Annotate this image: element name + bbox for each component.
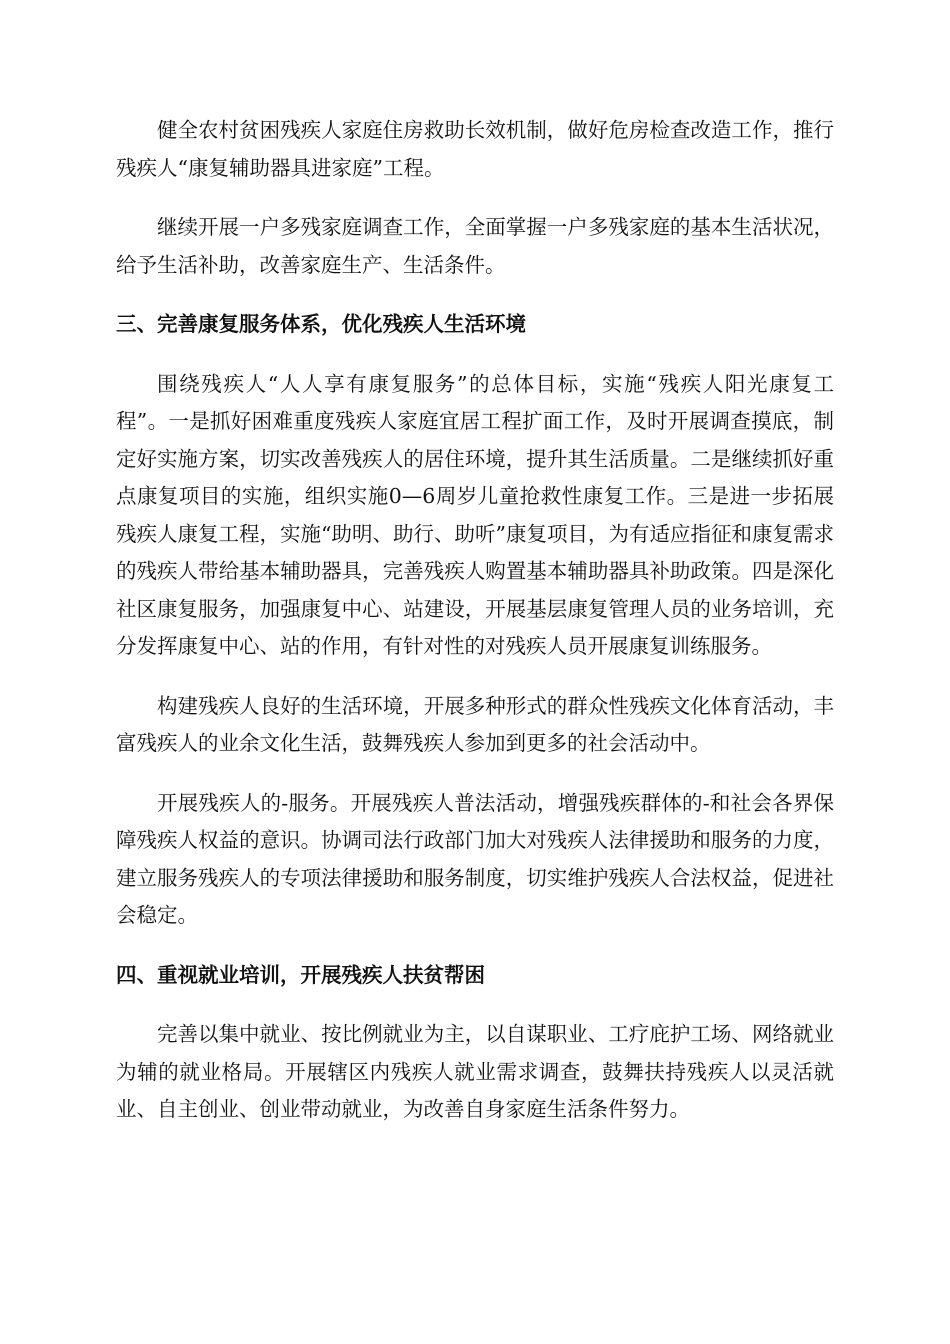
paragraph-legal-services: 开展残疾人的-服务。开展残疾人普法活动，增强残疾群体的-和社会各界保障残疾人权益的意识。协调司法行政部门加大对残疾人法律援助和服务的力度，建立服务残疾人的专项法律援助和服务制度，切实维护残疾人合法权益，促进社会稳定。 (116, 790, 834, 927)
paragraph-housing-assistance: 健全农村贫困残疾人家庭住房救助长效机制，做好危房检查改造工作，推行残疾人“康复辅助器具进家庭”工程。 (116, 118, 834, 180)
paragraph-employment-pattern: 完善以集中就业、按比例就业为主，以自谋职业、工疗庇护工场、网络就业为辅的就业格局。开展辖区内残疾人就业需求调查，鼓舞扶持残疾人以灵活就业、自主创业、创业带动就业，为改善自身家庭生活条件努力。 (116, 1022, 834, 1121)
section-heading-employment: 四、重视就业培训，开展残疾人扶贫帮困 (116, 962, 485, 987)
document-page (116, 112, 834, 1151)
paragraph-living-environment: 构建残疾人良好的生活环境，开展多种形式的群众性残疾文化体育活动，丰富残疾人的业余文化生活，鼓舞残疾人参加到更多的社会活动中。 (116, 693, 834, 755)
section-heading-rehabilitation: 三、完善康复服务体系，优化残疾人生活环境 (116, 312, 526, 336)
paragraph-rehabilitation-program: 围绕残疾人“人人享有康复服务”的总体目标，实施“残疾人阳光康复工程”。一是抓好困难重度残疾人家庭宜居工程扩面工作，及时开展调查摸底，制定好实施方案，切实改善残疾人的居住环境，提升其生活质量。二是继续抓好重点康复项目的实施，组织实施0—6周岁儿童抢救性康复工作。三是进一步拓展残疾人康复工程，实施“助明、助行、助听”康复项目，为有适应指征和康复需求的残疾人带给基本辅助器具，完善残疾人购置基本辅助器具补助政策。四是深化社区康复服务，加强康复中心、站建设，开展基层康复管理人员的业务培训，充分发挥康复中心、站的作用，有针对性的对残疾人员开展康复训练服务。 (116, 371, 834, 658)
paragraph-multi-disability-survey: 继续开展一户多残家庭调查工作，全面掌握一户多残家庭的基本生活状况，给予生活补助，改善家庭生产、生活条件。 (116, 215, 834, 277)
